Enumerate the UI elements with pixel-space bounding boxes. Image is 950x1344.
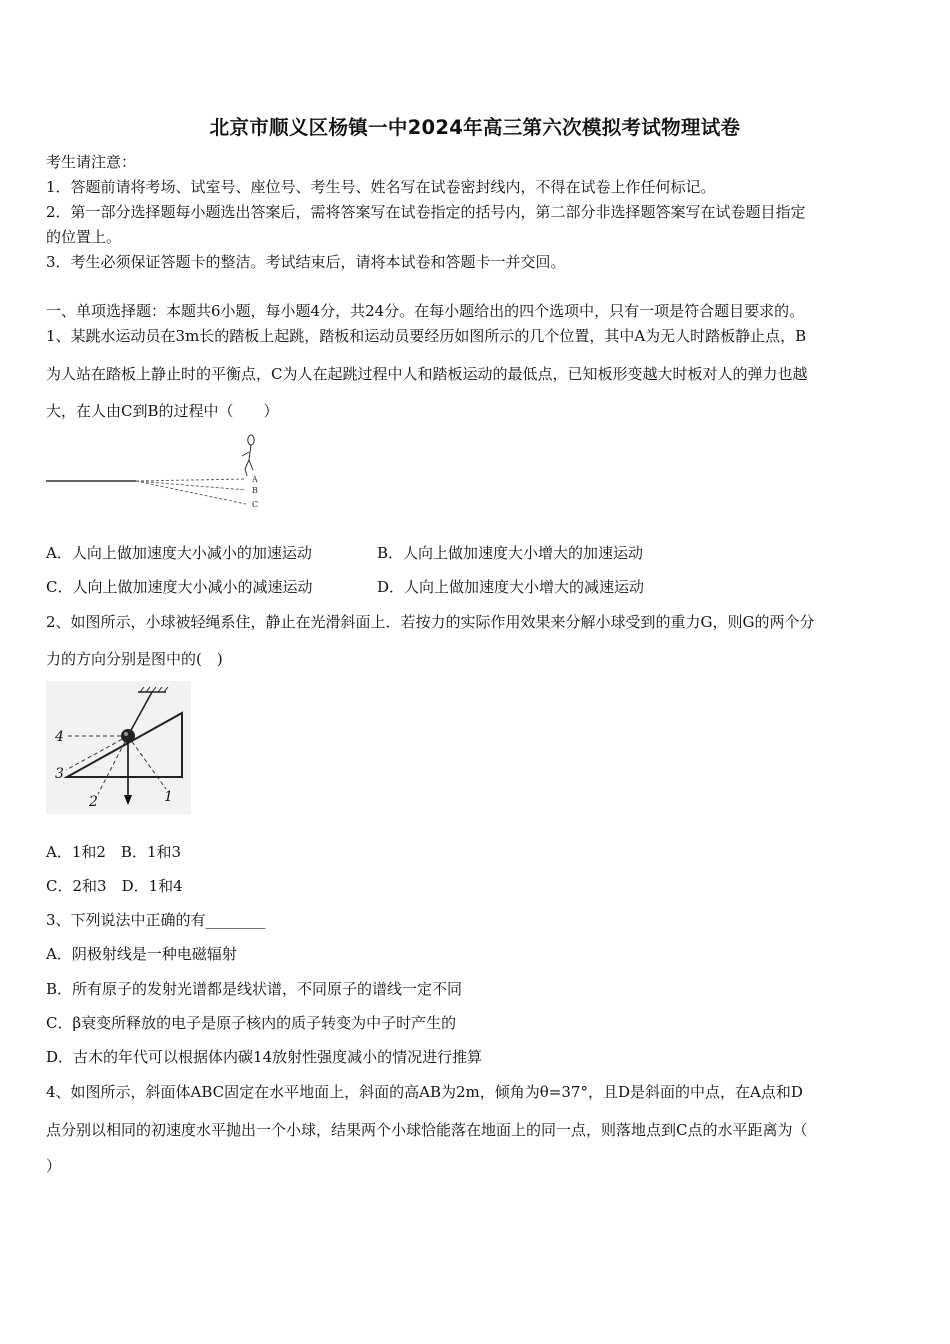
label-4: 4 xyxy=(55,729,64,745)
q4-line-2: 点分别以相同的初速度水平抛出一个小球，结果两个小球恰能落在地面上的同一点，则落地点到C点的水平距离为（ xyxy=(46,1121,808,1139)
q1-line-1: 1、某跳水运动员在3m长的踏板上起跳，踏板和运动员要经历如图所示的几个位置，其中A为无人时踏板静止点，B xyxy=(46,327,807,345)
section-header: 一、单项选择题：本题共6小题，每小题4分，共24分。在每小题给出的四个选项中，只有一项是符合题目要求的。 xyxy=(46,302,805,320)
q3-option-a: A．阴极射线是一种电磁辐射 xyxy=(46,945,237,963)
board-position-c xyxy=(136,481,246,504)
q1-line-3: 大，在人由C到B的过程中（ ） xyxy=(46,402,279,420)
label-3: 3 xyxy=(55,766,64,782)
q2-options-row-1: A．1和2 B．1和3 xyxy=(46,843,182,861)
notice-item-2: 2．第一部分选择题每小题选出答案后，需将答案写在试卷指定的括号内，第二部分非选择题答案写在试卷题目指定 xyxy=(46,203,806,221)
label-b: B xyxy=(252,486,258,495)
notice-item-1: 1．答题前请将考场、试室号、座位号、考生号、姓名写在试卷密封线内，不得在试卷上作任何标记。 xyxy=(46,178,716,196)
q4-line-1: 4、如图所示，斜面体ABC固定在水平地面上，斜面的高AB为2m，倾角为θ=37°，且D是斜面的中点，在A点和D xyxy=(46,1083,803,1101)
label-2: 2 xyxy=(89,794,98,810)
diver-figure xyxy=(242,435,254,476)
ball-highlight xyxy=(124,732,128,736)
q2-line-1: 2、如图所示，小球被轻绳系住，静止在光滑斜面上．若按力的实际作用效果来分解小球受到的重力G，则G的两个分 xyxy=(46,613,815,631)
label-1: 1 xyxy=(164,789,173,805)
q4-line-3: ） xyxy=(46,1157,62,1175)
q1-option-c: C．人向上做加速度大小减小的减速运动 xyxy=(46,578,313,596)
label-a: A xyxy=(252,475,258,484)
q3-stem: 3、下列说法中正确的有________ xyxy=(46,911,266,929)
q1-option-a: A．人向上做加速度大小减小的加速运动 xyxy=(46,544,312,562)
q1-line-2: 为人站在踏板上静止时的平衡点，C为人在起跳过程中人和踏板运动的最低点，已知板形变越大时板对人的弹力也越 xyxy=(46,365,808,383)
notice-item-3: 3．考生必须保证答题卡的整洁。考试结束后，请将本试卷和答题卡一并交回。 xyxy=(46,253,566,271)
exam-title: 北京市顺义区杨镇一中2024年高三第六次模拟考试物理试卷 xyxy=(209,116,741,139)
q3-option-b: B．所有原子的发射光谱都是线状谱，不同原子的谱线一定不同 xyxy=(46,980,463,998)
incline-ball-figure xyxy=(46,681,191,814)
diving-board-figure xyxy=(46,430,276,515)
q1-option-d: D．人向上做加速度大小增大的减速运动 xyxy=(377,578,645,596)
board-position-b xyxy=(136,481,246,490)
q3-option-d: D．古木的年代可以根据体内碳14放射性强度减小的情况进行推算 xyxy=(46,1048,483,1066)
ball xyxy=(121,729,135,743)
notice-item-2-cont: 的位置上。 xyxy=(46,228,122,246)
label-c: C xyxy=(252,500,259,509)
q2-options-row-2: C．2和3 D．1和4 xyxy=(46,877,183,895)
board-position-a xyxy=(136,479,246,481)
q3-option-c: C．β衰变所释放的电子是原子核内的质子转变为中子时产生的 xyxy=(46,1014,457,1032)
q1-option-b: B．人向上做加速度大小增大的加速运动 xyxy=(377,544,644,562)
q2-line-2: 力的方向分别是图中的( ) xyxy=(46,650,223,668)
notice-heading: 考生请注意： xyxy=(46,153,137,171)
